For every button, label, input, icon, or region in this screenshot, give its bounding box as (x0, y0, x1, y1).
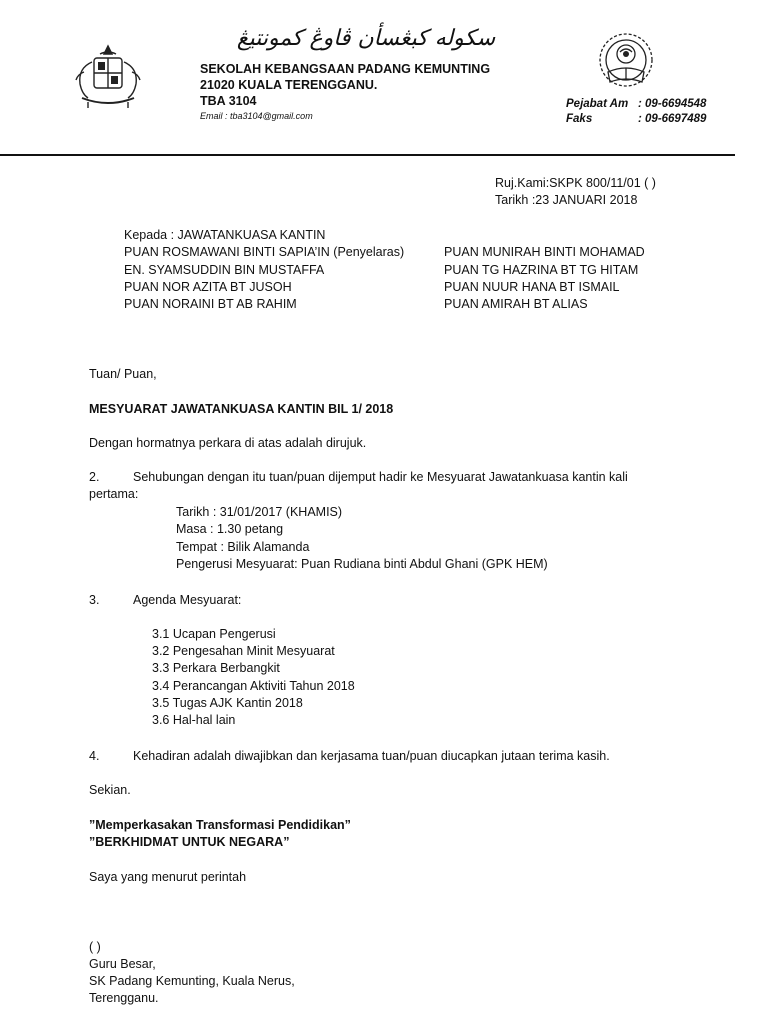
meeting-detail: Tempat : Bilik Alamanda (176, 540, 310, 554)
recipient-left: PUAN NORAINI BT AB RAHIM (124, 297, 297, 311)
meeting-detail: Pengerusi Mesyuarat: Puan Rudiana binti Abdul Ghani (GPK HEM) (176, 557, 548, 571)
school-address: 21020 KUALA TERENGGANU. (200, 78, 378, 92)
recipient-left: PUAN NOR AZITA BT JUSOH (124, 280, 292, 294)
school-code: TBA 3104 (200, 94, 257, 108)
fax-label: Faks (566, 113, 593, 125)
header-divider (0, 154, 735, 156)
office-phone-value: : 09-6694548 (638, 98, 707, 110)
agenda-item: 3.3 Perkara Berbangkit (152, 661, 280, 675)
recipient-right: PUAN NUUR HANA BT ISMAIL (444, 280, 620, 294)
recipient-left: EN. SYAMSUDDIN BIN MUSTAFFA (124, 263, 325, 277)
signer-state: Terengganu. (89, 991, 159, 1005)
paragraph-2-line: pertama: (89, 487, 139, 501)
school-name-jawi: سکوله کبڠسأن ڤاوڠ کمونتيڠ (236, 26, 496, 51)
recipients-heading: Kepada : JAWATANKUASA KANTIN (124, 228, 326, 242)
paragraph-2-number: 2. (89, 470, 100, 484)
recipient-right: PUAN AMIRAH BT ALIAS (444, 297, 588, 311)
recipient-right: PUAN MUNIRAH BINTI MOHAMAD (444, 245, 645, 259)
national-crest-logo (70, 42, 146, 112)
motto-line: ”Memperkasakan Transformasi Pendidikan” (89, 818, 351, 832)
recipient-left: PUAN ROSMAWANI BINTI SAPIA’IN (Penyelaras) (124, 245, 405, 259)
reference-date: Tarikh :23 JANUARI 2018 (495, 193, 638, 207)
school-email: Email : tba3104@gmail.com (200, 111, 313, 121)
signature-blank: ( ) (89, 940, 101, 954)
order-line: Saya yang menurut perintah (89, 870, 247, 884)
agenda-item: 3.1 Ucapan Pengerusi (152, 627, 276, 641)
paragraph-4-number: 4. (89, 749, 100, 763)
agenda-item: 3.6 Hal-hal lain (152, 713, 236, 727)
salutation: Tuan/ Puan, (89, 367, 157, 381)
signer-title: Guru Besar, (89, 957, 156, 971)
letter-subject: MESYUARAT JAWATANKUASA KANTIN BIL 1/ 2018 (89, 402, 394, 416)
agenda-item: 3.2 Pengesahan Minit Mesyuarat (152, 644, 335, 658)
paragraph-2-line: Sehubungan dengan itu tuan/puan dijemput hadir ke Mesyuarat Jawatankuasa kantin kali (133, 470, 628, 484)
closing: Sekian. (89, 783, 131, 797)
paragraph-4-text: Kehadiran adalah diwajibkan dan kerjasama tuan/puan diucapkan jutaan terima kasih. (133, 749, 610, 763)
recipient-right: PUAN TG HAZRINA BT TG HITAM (444, 263, 639, 277)
school-name: SEKOLAH KEBANGSAAN PADANG KEMUNTING (200, 62, 491, 76)
agenda-item: 3.4 Perancangan Aktiviti Tahun 2018 (152, 679, 355, 693)
school-badge-logo (584, 28, 668, 96)
signer-school: SK Padang Kemunting, Kuala Nerus, (89, 974, 295, 988)
office-phone-label: Pejabat Am (566, 98, 629, 110)
motto-line: ”BERKHIDMAT UNTUK NEGARA” (89, 835, 290, 849)
fax-value: : 09-6697489 (638, 113, 707, 125)
paragraph-3-text: Agenda Mesyuarat: (133, 593, 242, 607)
paragraph-3-number: 3. (89, 593, 100, 607)
reference-number: Ruj.Kami:SKPK 800/11/01 ( ) (495, 176, 656, 190)
meeting-detail: Tarikh : 31/01/2017 (KHAMIS) (176, 505, 343, 519)
intro-paragraph: Dengan hormatnya perkara di atas adalah dirujuk. (89, 436, 367, 450)
agenda-item: 3.5 Tugas AJK Kantin 2018 (152, 696, 303, 710)
meeting-detail: Masa : 1.30 petang (176, 522, 284, 536)
